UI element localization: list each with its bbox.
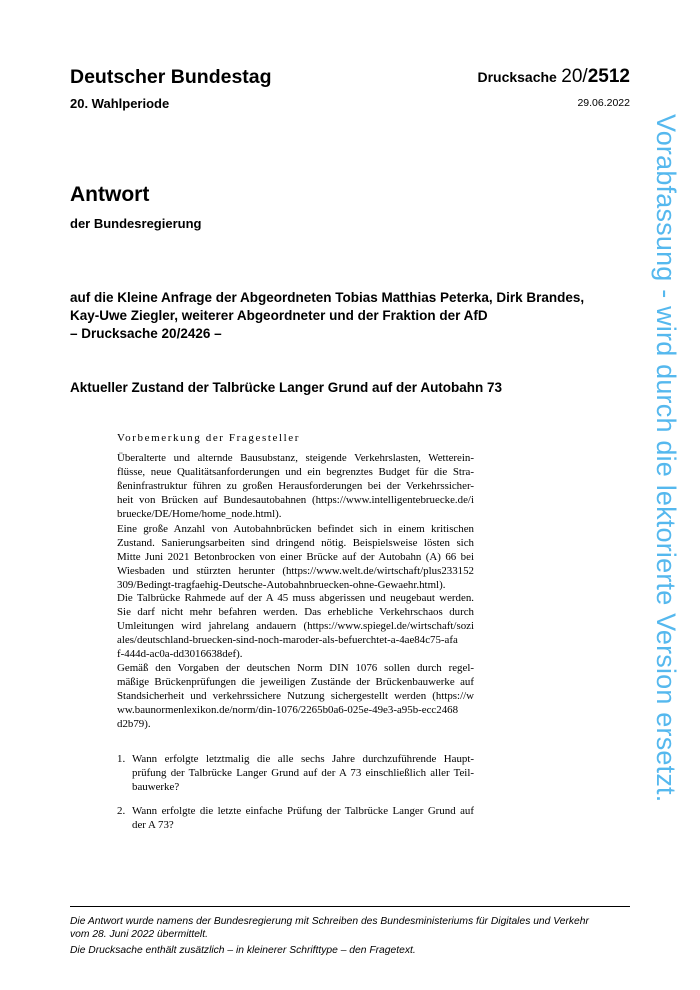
wahlperiode: 20. Wahlperiode: [70, 96, 170, 111]
topic-heading: Aktueller Zustand der Talbrücke Langer Grund auf der Autobahn 73: [70, 380, 503, 395]
text-line: Zustand. Sanierungsarbeiten sind dringend nötig. Beispielsweise lösten sich: [117, 537, 474, 549]
question-number: 1.: [117, 753, 126, 765]
text-line: ales/deutschland-bruecken-sind-noch-maroder-als-befuerchtet-a-4ae84c75-afa: [117, 634, 458, 646]
drucksache-number-main: 2512: [587, 66, 630, 87]
text-line: bruecke/DE/Home/home_node.html).: [117, 508, 282, 520]
preliminary-heading: Vorbemerkung der Fragesteller: [117, 432, 301, 444]
drucksache-number: [477, 66, 630, 88]
text-line: Die Talbrücke Rahmede auf der A 45 muss abgerissen und neugebaut werden.: [117, 592, 474, 604]
question-text: [132, 804, 474, 832]
text-line: der A 73?: [132, 819, 174, 831]
text-line: Wann erfolgte die letzte einfache Prüfung der Talbrücke Langer Grund auf: [132, 805, 474, 817]
query-line: auf die Kleine Anfrage der Abgeordneten Tobias Matthias Peterka, Dirk Brandes,: [70, 290, 585, 305]
document-date: 29.06.2022: [577, 97, 630, 109]
text-line: Wiesbaden und stürzten herunter (https://www.welt.de/wirtschaft/plus233152: [117, 565, 474, 577]
text-line: heit von Brücken auf Bundesautobahnen (https://www.intelligentebruecke.de/i: [117, 494, 474, 506]
footer-note: vom 28. Juni 2022 übermittelt.: [70, 929, 208, 940]
document-title: Antwort: [70, 183, 150, 206]
text-line: flüsse, neue Qualitätsanforderungen und ein begrenztes Budget für die Stra-: [117, 466, 474, 478]
preliminary-paragraph: [117, 661, 474, 731]
organization-name: Deutscher Bundestag: [70, 66, 272, 88]
question-text: [132, 752, 474, 794]
question-number: 2.: [117, 805, 126, 817]
text-line: Überalterte und alternde Bausubstanz, steigende Verkehrslasten, Wetterein-: [117, 452, 474, 464]
drucksache-label: Drucksache: [477, 69, 557, 85]
preliminary-paragraph: [117, 451, 474, 521]
preliminary-paragraph: [117, 591, 474, 661]
question-item: [117, 804, 474, 832]
text-line: Eine große Anzahl von Autobahnbrücken befindet sich in einem kritischen: [117, 523, 474, 535]
text-line: f-444d-ac0a-dd3016638def).: [117, 648, 243, 660]
text-line: bauwerke?: [132, 781, 180, 793]
query-line: Kay-Uwe Ziegler, weiterer Abgeordneter und der Fraktion der AfD: [70, 308, 488, 323]
text-line: Umleitungen wird jahrelang andauern (https://www.spiegel.de/wirtschaft/sozi: [117, 620, 474, 632]
text-line: ww.baunormenlexikon.de/norm/din-1076/2265b0a6-025e-49e3-a95b-ecc2468: [117, 704, 459, 716]
text-line: Standsicherheit und verkehrssichere Nutzung sichergestellt werden (https://w: [117, 690, 474, 702]
drucksache-number-prefix: 20/: [561, 66, 588, 87]
text-line: Wann erfolgte letztmalig die alle sechs Jahre durchzuführende Haupt-: [132, 753, 474, 765]
document-subtitle: der Bundesregierung: [70, 216, 202, 231]
footer-divider: [70, 906, 630, 907]
draft-watermark: Vorabfassung - wird durch die lektorierte Version ersetzt.: [651, 114, 681, 803]
text-line: Mitte Juni 2021 Betonbrocken von einer Brücke auf der Autobahn (A) 66 bei: [117, 551, 474, 563]
text-line: ßeninfrastruktur führen zu großen Herausforderungen bei der Verkehrssicher-: [117, 480, 474, 492]
text-line: 309/Bedingt-tragfaehig-Deutsche-Autobahnbruecken-ohne-Gewaehr.html).: [117, 579, 446, 591]
question-item: [117, 752, 474, 794]
text-line: d2b79).: [117, 718, 151, 730]
text-line: Sie darf nicht mehr befahren werden. Das erhebliche Verkehrschaos durch: [117, 606, 474, 618]
text-line: prüfung der Talbrücke Langer Grund auf der A 73 einschließlich aller Teil-: [132, 767, 474, 779]
query-line: – Drucksache 20/2426 –: [70, 326, 222, 341]
query-reference: [70, 289, 640, 343]
footer-note: Die Antwort wurde namens der Bundesregierung mit Schreiben des Bundesministeriums für Digitales und Verkehr: [70, 916, 589, 927]
footer-note: Die Drucksache enthält zusätzlich – in kleinerer Schrifttype – den Fragetext.: [70, 945, 416, 956]
preliminary-paragraph: [117, 522, 474, 592]
text-line: Gemäß den Vorgaben der deutschen Norm DIN 1076 sollen durch regel-: [117, 662, 474, 674]
text-line: mäßige Brückenprüfungen die jeweiligen Zustände der Brückenbauwerke auf: [117, 676, 474, 688]
